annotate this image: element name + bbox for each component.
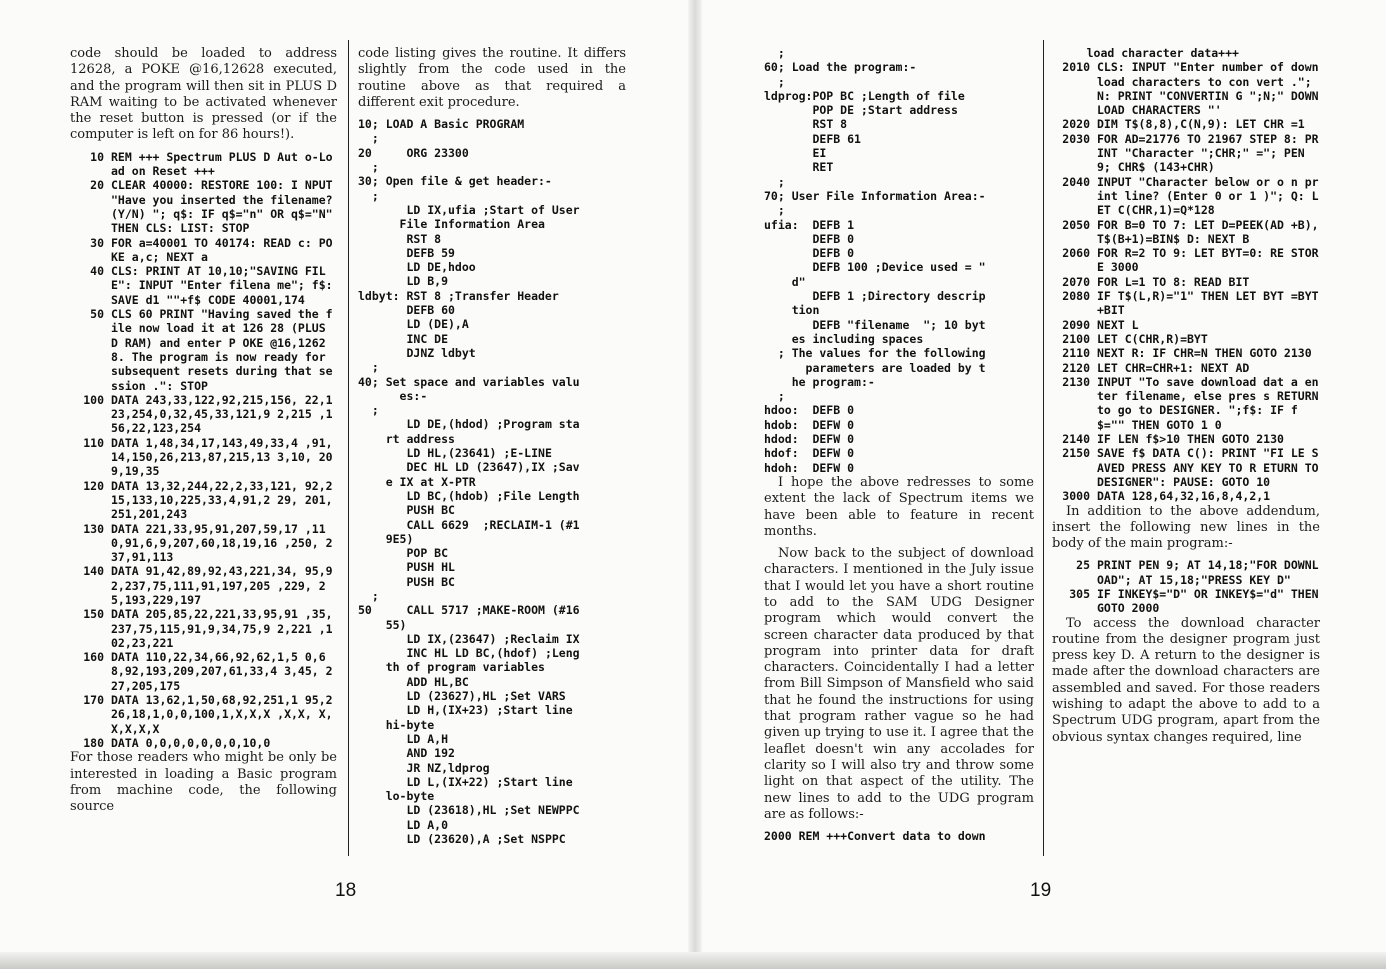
line-statement: CLEAR 40000: RESTORE 100: I NPUT "Have you inserted the filename? (Y/N) "; q$: IF q$="n" OR q$="N" THEN CLS: LIST: STOP [111,178,340,236]
line-statement: DATA 1,48,34,17,143,49,33,4 ,91,14,150,26,213,87,215,13 3,10, 209,19,35 [111,435,333,479]
code-line: ; [358,188,379,203]
code-line: LD (DE),A [358,317,469,332]
page18-column-2 [358,46,626,846]
code-line: EI [764,146,827,161]
line-statement: INPUT "To save download dat a enter filename, else pres s RETURN to go to DESIGNER. ";f$: IF f$="" THEN GOTO 1 0 [1097,374,1326,432]
code-line: hdod: DEFW 0 [764,432,855,447]
code-line: hdoh: DEFW 0 [764,460,855,475]
code-line: DJNZ ldbyt [358,345,476,360]
code-line: LD A,H [358,731,449,746]
code-line: ; [358,360,379,375]
code-line: 70; User File Information Area:- [764,188,986,203]
page18-column-rule [348,40,349,856]
line-statement: SAVE f$ DATA C(): PRINT "FI LE SAVED PRESS ANY KEY TO R ETURN TO DESIGNER": PAUSE: GOTO 10 [1097,446,1326,489]
line-statement: DATA 13,32,244,22,2,33,121, 92,215,133,10,225,33,4,91,2 29, 201,251,201,243 [111,478,333,522]
code-line: parameters are loaded by t [764,360,986,375]
basic-line [70,522,337,565]
code-line: DEC HL LD (23647),IX ;Sav [358,460,580,475]
line-number: 50 [90,307,104,322]
code-line: 55) [358,617,407,632]
code-line: load character data+++ [1052,46,1239,60]
code-line: INC HL LD BC,(hdof) ;Leng [358,646,580,661]
code-line: ; [358,131,379,146]
line-statement: DATA 13,62,1,50,68,92,251,1 95,226,18,1,0,0,100,1,X,X,X ,X,X, X,X,X,X,X [111,693,333,736]
line-number: 160 [83,650,104,665]
line-number: 30 [90,235,104,250]
basic-line [70,264,340,307]
basic-line [70,693,337,736]
code-line: 30; Open file & get header:- [358,174,552,189]
code-line: ; [358,160,379,175]
line-number: 305 [1069,586,1090,601]
book-gutter [688,0,702,969]
line-number: 150 [83,607,104,622]
line-number: 100 [83,392,104,407]
line-statement: IF T$(L,R)="1" THEN LET BYT =BYT+BIT [1097,289,1319,318]
code-line: ufia: DEFB 1 [764,217,855,232]
line-number: 2100 [1062,331,1090,346]
line-statement: NEXT R: IF CHR=N THEN GOTO 2130 [1097,346,1312,361]
code-line: ldprog:POP BC ;Length of file [764,88,965,103]
basic-line [70,736,337,750]
basic-line [1052,132,1320,175]
code-line: DEFB 61 [764,131,861,146]
line-statement: IF INKEY$="D" OR INKEY$="d" THEN GOTO 2000 [1097,586,1326,616]
line-statement: FOR L=1 TO 8: READ BIT [1097,274,1250,289]
line-number: 2080 [1062,289,1090,304]
basic-line [70,607,337,650]
basic-line [70,393,337,436]
line-statement: CLS: PRINT AT 10,10;"SAVING FILE": INPUT "Enter filena me"; f$: SAVE d1 ""+f$ CODE 40001,174 [111,264,340,307]
line-number: 140 [83,564,104,579]
line-number: 2120 [1062,360,1090,375]
code-line: es including spaces [764,331,924,346]
code-line: d" [764,274,806,289]
basic-line [1052,361,1320,375]
line-number: 2060 [1062,246,1090,261]
paragraph: code should be loaded to address 12628, a POKE @16,12628 executed, and the program will then sit in PLUS D RAM waiting to be activated whenever the reset button is pressed (or if the computer is left on for 86 hours!). [70,46,337,143]
code-line: LD DE,hdoo [358,260,476,275]
basic-line [1052,117,1320,131]
line-number: 120 [83,478,104,493]
paragraph: Now back to the subject of download characters. I mentioned in the July issue that I would let you have a short routine to add to the SAM UDG Designer program which would convert the screen character data produced by that program into printer data for draft characters. Coincidentally I had a letter from Bill Simpson of Mansfield who said that he found the instructions for using that program rather vague so he had given up trying to use it. I agree that the leaflet doesn't win any accolades for clarity so I will also try and throw some light on that aspect of the utility. The new lines to add to the UDG program are as follows:- [764,546,1034,822]
basic-line [1052,558,1320,587]
line-number: 130 [83,521,104,536]
code-line: tion [764,303,820,318]
basic-line [1052,289,1320,318]
code-line: File Information Area [358,217,545,232]
code-line: RST 8 [764,117,848,132]
basic-line [1052,60,1320,117]
code-line: DEFB 0 [764,231,855,246]
page-number-18: 18 [335,880,357,901]
code-line: ; [764,389,785,404]
line-statement: DATA 0,0,0,0,0,0,0,10,0 [111,735,271,750]
code-line: ; [358,588,379,603]
code-line: rt address [358,431,455,446]
basic-line [1052,332,1320,346]
line-number: 180 [83,735,104,750]
code-line: RST 8 [358,231,442,246]
line-statement: DATA 91,42,89,92,43,221,34, 95,92,237,75,111,91,197,205 ,229, 25,193,229,197 [111,564,333,607]
code-line: th of program variables [358,660,545,675]
code-line: ; [764,203,785,218]
code-line: LD BC,(hdob) ;File Length [358,488,580,503]
code-line: ; [764,46,785,60]
page19-column-2 [1052,46,1326,752]
code-line: POP DE ;Start address [764,103,958,118]
line-statement: DATA 205,85,22,221,33,95,91 ,35,237,75,115,91,9,34,75,9 2,221 ,102,23,221 [111,607,333,650]
code-line: ADD HL,BC [358,674,469,689]
code-line: AND 192 [358,746,455,761]
line-number: 2050 [1062,217,1090,232]
line-number: 2020 [1062,117,1090,132]
code-line: LD HL,(23641) ;E-LINE [358,446,552,461]
line-statement: REM +++ Spectrum PLUS D Aut o-Load on Reset +++ [111,149,333,179]
line-number: 40 [90,264,104,279]
code-line: DEFB 59 [358,245,455,260]
line-number: 2130 [1062,374,1090,389]
line-number: 20 [90,178,104,193]
line-statement: DATA 110,22,34,66,92,62,1,5 0,68,92,193,209,207,61,33,4 3,45, 227,205,175 [111,650,333,693]
line-statement: NEXT L [1097,317,1139,332]
line-number: 2010 [1062,60,1090,75]
basic-line [1052,374,1326,432]
code-line: ; [764,174,785,189]
code-line: ; The values for the following [764,346,986,361]
line-statement: LET C(CHR,R)=BYT [1097,331,1208,346]
code-line: CALL 6629 ;RECLAIM-1 (#1 [358,517,580,532]
code-line: LD (23627),HL ;Set VARS [358,689,566,704]
basic-line [70,650,337,693]
code-line: LD A,0 [358,817,449,832]
line-statement: DATA 243,33,122,92,215,156, 22,123,254,0,32,45,33,121,9 2,215 ,156,22,123,254 [111,392,333,436]
code-line: ; [764,74,785,89]
basic-line [1052,489,1320,503]
code-line: hdob: DEFW 0 [764,417,855,432]
line-number: 170 [83,693,104,708]
code-line: RET [764,160,834,175]
code-line: DEFB 60 [358,303,455,318]
code-line: PUSH HL [358,560,455,575]
basic-line [70,150,337,179]
code-line: lo-byte [358,789,435,804]
code-line: PUSH BC [358,574,455,589]
code-line: hdof: DEFW 0 [764,446,855,461]
code-line: INC DE [358,331,449,346]
basic-line [1052,432,1320,446]
paragraph: code listing gives the routine. It differs slightly from the code used in the routine above as that required a different exit procedure. [358,46,626,110]
basic-line [70,178,340,236]
code-line: POP BC [358,546,449,561]
code-line: LD L,(IX+22) ;Start line [358,774,573,789]
code-line: LD (23618),HL ;Set NEWPPC [358,803,580,818]
paragraph: In addition to the above addendum, insert the following new lines in the body of the main program:- [1052,503,1320,552]
line-statement: FOR AD=21776 TO 21967 STEP 8: PRINT "Character ";CHR;" ="; PEN 9; CHR$ (143+CHR) [1097,131,1319,175]
line-statement: IF LEN f$>10 THEN GOTO 2130 [1097,432,1284,447]
code-line: DEFB 1 ;Directory descrip [764,289,986,304]
line-number: 3000 [1062,489,1090,504]
code-line: hi-byte [358,717,435,732]
code-line: LD H,(IX+23) ;Start line [358,703,573,718]
code-line: 60; Load the program:- [764,60,917,75]
paragraph: I hope the above redresses to some extent the lack of Spectrum items we have been able to feature in recent months. [764,474,1034,539]
page-number-19: 19 [1030,880,1052,901]
code-line: ; [358,403,379,418]
page18-column-1 [70,46,340,821]
code-line: JR NZ,ldprog [358,760,490,775]
code-line: 9E5) [358,531,414,546]
basic-line [1052,346,1320,360]
basic-line [1052,246,1320,275]
code-line: PUSH BC [358,503,455,518]
code-line: e IX at X-PTR [358,474,476,489]
line-statement: FOR R=2 TO 9: LET BYT=0: RE STORE 3000 [1097,246,1319,275]
scan-edge-shadow [0,952,1386,969]
basic-line [70,236,337,265]
basic-line [70,564,337,607]
basic-line [70,307,337,393]
line-number: 10 [90,149,104,164]
line-number: 2110 [1062,346,1090,361]
page19-column-rule [1043,40,1044,856]
basic-line [1052,275,1320,289]
line-number: 110 [83,435,104,450]
code-line: es:- [358,388,428,403]
code-line: 50 CALL 5717 ;MAKE-ROOM (#16 [358,603,580,618]
code-line: hdoo: DEFB 0 [764,403,855,418]
basic-line [1052,446,1326,489]
code-line: LD IX,(23647) ;Reclaim IX [358,631,580,646]
paragraph: For those readers who might be only be interested in loading a Basic program from machine code, the following source [70,750,337,815]
code-line: 10; LOAD A Basic PROGRAM [358,117,525,132]
line-statement: LET CHR=CHR+1: NEXT AD [1097,360,1250,375]
basic-line [1052,586,1326,616]
line-number: 2070 [1062,274,1090,289]
line-number: 25 [1076,558,1090,573]
code-line: he program:- [764,374,875,389]
line-statement: FOR B=0 TO 7: LET D=PEEK(AD +B),T$(B+1)=BIN$ D: NEXT B [1097,217,1319,246]
line-statement: DATA 221,33,95,91,207,59,17 ,110,91,6,9,207,60,18,19,16 ,250, 237,91,113 [111,521,333,565]
line-statement: CLS: INPUT "Enter number of download characters to con vert .";N: PRINT "CONVERTIN G ";N;" DOWNLOAD CHARACTERS "' [1097,60,1319,118]
code-line: DEFB "filename "; 10 byt [764,317,986,332]
line-statement: CLS 60 PRINT "Having saved the file now load it at 126 28 (PLUS D RAM) and enter P OKE @16,12628. The program is now ready for subsequent resets during that session .": STOP [111,307,333,393]
line-number: 2150 [1062,446,1090,461]
line-statement: INPUT "Character below or o n print line? (Enter 0 or 1 )"; Q: LET C(CHR,1)=Q*128 [1097,174,1319,218]
code-line: LD B,9 [358,274,449,289]
basic-line [1052,318,1320,332]
code-line: LD (23620),A ;Set NSPPC [358,832,566,847]
code-line: 20 ORG 23300 [358,145,469,160]
basic-line [1052,218,1320,247]
basic-line [1052,175,1320,218]
line-statement: DATA 128,64,32,16,8,4,2,1 [1097,489,1271,504]
code-line: ldbyt: RST 8 ;Transfer Header [358,288,559,303]
code-line: DEFB 100 ;Device used = " [764,260,986,275]
line-number: 2090 [1062,317,1090,332]
line-number: 2040 [1062,174,1090,189]
code-line: DEFB 0 [764,246,855,261]
line-statement: PRINT PEN 9; AT 14,18;"FOR DOWNLOAD"; AT 15,18;"PRESS KEY D" [1097,558,1319,587]
line-number: 2030 [1062,131,1090,146]
basic-line [70,436,337,479]
page19-column-1 [764,46,1034,843]
paragraph: To access the download character routine from the designer program just press key D. A return to the designer is made after the download characters are assembled and saved. For those readers wishing to adapt the above to add to a Spectrum UDG program, apart from the obvious syntax changes required, line [1052,615,1320,745]
line-number: 2140 [1062,432,1090,447]
code-line: 40; Set space and variables valu [358,374,580,389]
basic-line [70,479,337,522]
code-line: 2000 REM +++Convert data to down [764,829,986,844]
line-statement: DIM T$(8,8),C(N,9): LET CHR =1 [1097,117,1305,132]
line-statement: FOR a=40001 TO 40174: READ c: POKE a,c; NEXT a [111,235,333,264]
code-line: LD IX,ufia ;Start of User [358,202,580,217]
code-line: LD DE,(hdod) ;Program sta [358,417,580,432]
